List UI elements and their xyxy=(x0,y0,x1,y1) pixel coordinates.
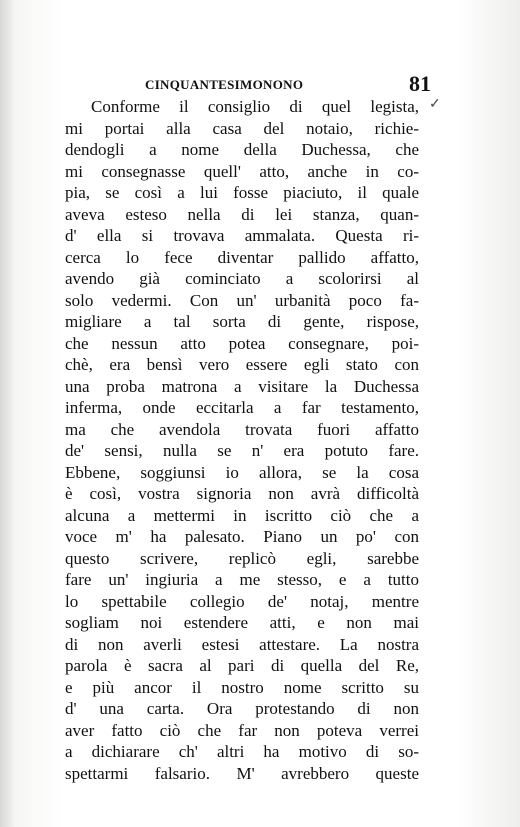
text-line: sogliam noi estendere atti, e non mai xyxy=(65,613,419,632)
text-line: avendo già cominciato a scolorirsi al xyxy=(65,269,419,288)
running-head xyxy=(61,73,437,97)
text-line: a dichiarare ch' altri ha motivo di so- xyxy=(65,742,419,761)
text-line: ma che avendola trovata fuori affatto xyxy=(65,419,419,439)
text-line: voce m' ha palesato. Piano un po' con xyxy=(65,527,419,546)
text-line: de' sensi, nulla se n' era potuto fare. xyxy=(65,441,419,460)
text-line: una proba matrona a visitare la Duchessa xyxy=(65,376,419,396)
text-line: d' ella si trovava ammalata. Questa ri- xyxy=(65,226,419,245)
text-line: di non averli estesi attestare. La nostra xyxy=(65,634,419,654)
text-line: aver fatto ciò che far non poteva verrei xyxy=(65,720,419,740)
margin-mark: ✓ xyxy=(429,97,441,112)
text-line: Ebbene, soggiunsi io allora, se la cosa xyxy=(65,462,419,482)
text-line: parola è sacra al pari di quella del Re, xyxy=(65,656,419,675)
text-line: alcuna a mettermi in iscritto ciò che a xyxy=(65,505,419,525)
text-line: migliare a tal sorta di gente, rispose, xyxy=(65,312,419,331)
text-line: mi portai alla casa del notaio, richie- xyxy=(65,118,419,138)
text-line: cerca lo fece diventar pallido affatto, xyxy=(65,247,419,267)
text-line: fare un' ingiuria a me stesso, e a tutto xyxy=(65,570,419,589)
body-text xyxy=(65,96,419,784)
text-line: questo scrivere, replicò egli, sarebbe xyxy=(65,548,419,568)
page-number: 81 xyxy=(409,71,431,96)
text-line: mi consegnasse quell' atto, anche in co- xyxy=(65,161,419,181)
text-line: solo vedermi. Con un' urbanità poco fa- xyxy=(65,290,419,310)
text-line: spettarmi falsario. M' avrebbero queste xyxy=(65,763,419,783)
text-line: è così, vostra signoria non avrà difficoltà xyxy=(65,484,419,503)
text-line: pia, se così a lui fosse piaciuto, il quale xyxy=(65,183,419,202)
text-line: chè, era bensì vero essere egli stato con xyxy=(65,355,419,374)
text-line: dendogli a nome della Duchessa, che xyxy=(65,140,419,159)
text-line: aveva esteso nella di lei stanza, quan- xyxy=(65,204,419,224)
running-title: CINQUANTESIMONONO xyxy=(145,77,304,92)
text-line: che nessun atto potea consegnare, poi- xyxy=(65,333,419,353)
text-line: inferma, onde eccitarla a far testamento, xyxy=(65,398,419,417)
text-line: Conforme il consiglio di quel legista, xyxy=(91,97,419,116)
text-line: lo spettabile collegio de' notaj, mentre xyxy=(65,591,419,611)
text-line: d' una carta. Ora protestando di non xyxy=(65,699,419,718)
text-line: e più ancor il nostro nome scritto su xyxy=(65,677,419,697)
page-gutter-shadow xyxy=(1,0,15,827)
